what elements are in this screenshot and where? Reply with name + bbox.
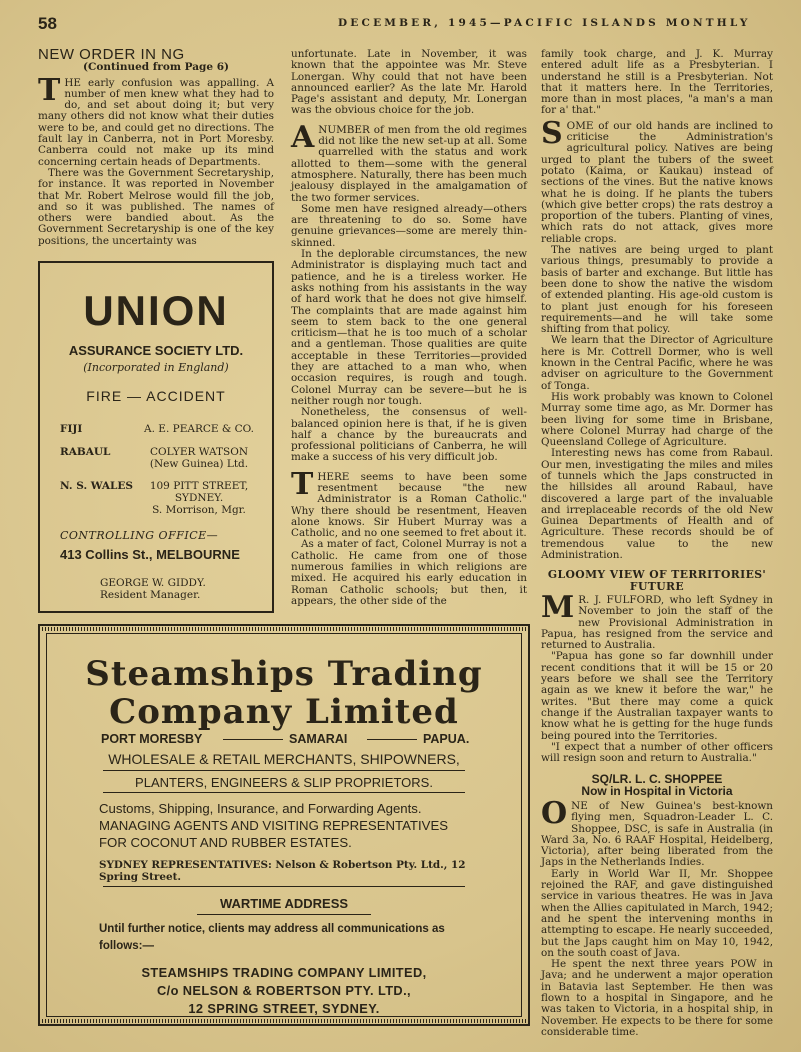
ad-customs: Customs, Shipping, Insurance, and Forwarding Agents. MANAGING AGENTS AND VISITING REPRESENTATIVES FOR COCONUT AND RUBBER ESTATES. [99,801,449,850]
drop-cap: T [291,466,314,502]
column-3 [541,49,773,1038]
union-assurance-ad: UNION ASSURANCE SOCIETY LTD. (Incorporated in England) FIRE — ACCIDENT FIJI A. E. PEARCE & CO. RABAUL COLYER WATSON (New Guinea) Ltd. N. S. WALES 109 PITT STREET, SYDNEY. S. Morrison, Mgr. CONTROLLING OFFICE— 413 Collins St., MELBOURNE GEORGE W. GIDDY. Resident Manager. [38,261,274,613]
paragraph: There was the Government Secretaryship, for instance. It was reported in November that Mr. Robert Melrose would fill the job, and so it was published. The names of others were bandied about. As the Government Secretaryship is one of the key positions, the uncertainty was [38,166,274,247]
ad-inner-frame: Steamships Trading Company Limited PORT MORESBY SAMARAI PAPUA. WHOLESALE & RETAIL MERCHANTS, SHIPOWNERS, PLANTERS, ENGINEERS & SLIP PROPRIETORS. Customs, Shipping, Insurance, and Forwarding Agents. MANAGING AGENTS AND VISITING REPRESENTATIVES FOR COCONUT AND RUBBER ESTATES. SYDNEY REPRESENTATIVES: Nelson & Robertson Pty. Ltd., 12 Spring Street. WARTIME ADDRESS Until further notice, clients may address all communications as follows:— STEAMSHIPS TRADING COMPANY LIMITED, C/o NELSON & ROBERTSON PTY. LTD., 12 SPRING STREET, SYDNEY. [46,633,522,1017]
paragraph: Some men have resigned already—others are threatening to do so. Some have genuine grievances—some are merely thin-skinned. [291,202,527,249]
ad-until-notice: Until further notice, clients may address all communications as follows:— [99,923,445,952]
paragraph: Early in World War II, Mr. Shoppee rejoined the RAF, and gave distinguished service in various theatres. He was in Java when the Allies capitulated in March, 1942; and he spent the intervening months in attempting to escape. He nearly succeeded, but the Japs caught him on May 10, 1942, on the south coast of Java. [541,867,773,959]
ad-address: 413 Collins St., MELBOURNE [60,547,240,562]
paragraph: Nonetheless, the consensus of well-balanced opinion here is that, if he is given half a chance by the bureaucrats and professional politicians of Canberra, he will make a success of his very difficult job. [291,406,527,464]
ad-wholesale: WHOLESALE & RETAIL MERCHANTS, SHIPOWNERS, [108,751,460,767]
ad-wartime-address: WARTIME ADDRESS [219,896,349,911]
paragraph: THERE seems to have been some resentment because "the new Administrator is a Roman Catholic." Why there should be resentment, Heaven alone knows. Sir Hubert Murray was a Catholic, and no one seemed to fret about it. [291,466,527,540]
ad-title-line-2: Company Limited [109,692,459,732]
drop-cap: A [291,119,315,155]
paragraph: His work probably was known to Colonel Murray some time ago, as Mr. Dormer has been living for some time in Brisbane, where Colonel Murray had charge of the Queensland College of Agriculture. [541,390,773,449]
page-number: 58 [38,14,57,33]
paragraph: "Papua has gone so far downhill under recent conditions that it will be 15 or 20 years before we shall see the Territory again as we knew it before the war," he writes. "But there may come a quick change if the Australian taxpayer wants to know what he is getting for the huge funds being poured into the Territories. [541,650,773,742]
ad-final-address: STEAMSHIPS TRADING COMPANY LIMITED, C/o NELSON & ROBERTSON PTY. LTD., 12 SPRING STREET, SYDNEY. [141,965,427,1016]
paragraph: unfortunate. Late in November, it was known that the appointee was Mr. Steve Lonergan. Why could that not have been announced earlier? As the late Mr. Harold Page's assistant and deputy, Mr. Lonergan was the obvious choice for the job. [291,48,527,117]
paragraph: "I expect that a number of other officers will resign soon and return to Australia." [541,740,773,765]
paragraph: He spent the next three years POW in Java; and he underwent a major operation in Batavia last September. He then was flown to a hospital in Singapore, and he was taken to Victoria, in a hospital ship, in November. He expects to be there for some considerable time. [541,958,773,1038]
ad-controlling-office: CONTROLLING OFFICE— [60,529,219,542]
ad-company: ASSURANCE SOCIETY LTD. [68,343,244,358]
column-1 [38,46,274,247]
drop-cap: M [541,589,575,625]
column-2 [291,49,527,607]
section-subheading: Now in Hospital in Victoria [581,783,733,798]
ad-planters: PLANTERS, ENGINEERS & SLIP PROPRIETORS. [135,775,433,790]
paragraph: Interesting news has come from Rabaul. Our men, investigating the miles and miles of tunnels which the Japs constructed in the hillsides all around Rabaul, have discovered a large part of the invaluable and irreplaceable records of the old New Guinea Departments of Health and of Agriculture. These records should be of tremendous value to the new Administration. [541,447,773,562]
paragraph: family took charge, and J. K. Murray entered adult life as a Presbyterian. I understand he still is a Presbyterian. Not that it matters here. In the Territories, more than in most places, "a man's a man for a' that." [541,48,773,117]
drop-cap: O [541,796,568,831]
ad-border-top [42,627,526,631]
paragraph: We learn that the Director of Agriculture here is Mr. Cottrell Dormer, who is well known in the Central Pacific, where he was adviser on agriculture to the Government of Tonga. [541,334,773,392]
article-headline: NEW ORDER IN NG [38,46,185,63]
drop-cap: T [38,72,61,108]
ad-manager: GEORGE W. GIDDY. Resident Manager. [100,577,206,601]
steamships-ad [38,624,530,1026]
running-title: DECEMBER, 1945—PACIFIC ISLANDS MONTHLY [338,17,751,29]
paragraph: In the deplorable circumstances, the new Administrator is displaying much tact and patience, and he is a tireless worker. He asks nothing from his assistants in the way of hard work that he does not give himself. The complaints that are made against him seem to stem back to the one general criticism—that he is too much of a scholar and a gentleman. Those qualities are quite acceptable in these Territories—provided they are attached to a man who, when occasion requires, is rough and tough. Colonel Murray can be severe—but he is neither rough nor tough. [291,248,527,407]
paragraph: ONE of New Guinea's best-known flying men, Squadron-Leader L. C. Shoppee, DSC, is safe in Australia (in Ward 3a, No. 6 RAAF Hospital, Heidelberg, Victoria), after being liberated from the Japs in the Netherlands Indies. [541,796,773,869]
paragraph: The natives are being urged to plant various things, presumably to provide a basis of barter and exchange. But little has been done to show the native the wisdom of extended planting. His age-old custom is to plant just enough for his foreseen requirements—and he will take some shifting from that policy. [541,244,773,336]
ad-sydney-reps: SYDNEY REPRESENTATIVES: Nelson & Robertson Pty. Ltd., 12 Spring Street. [99,859,466,883]
drop-cap: S [541,115,563,151]
paragraph: M R. J. FULFORD, who left Sydney in November to join the staff of the new Provisional Administration in Papua, has resigned from the service and returned to Australia. [541,589,773,652]
section-heading: GLOOMY VIEW OF TERRITORIES' FUTURE [547,568,767,593]
continued-note: (Continued from Page 6) [83,61,229,74]
ad-title: UNION [83,287,229,334]
paragraph: ANUMBER of men from the old regimes did not like the new set-up at all. Some quarrelled with the status and work allotted to them—some with the general atmosphere. Naturally, there has been much jealousy displayed in the amalgamation of the two former services. [291,119,527,204]
ad-title-line-1: Steamships Trading [85,654,483,694]
ad-incorporated: (Incorporated in England) [83,361,229,374]
paragraph: SOME of our old hands are inclined to criticise the Administration's agricultural policy. Natives are being urged to plant the tubers of the sweet potato (Kaima, or Kaukau) instead of sections of the vines. But the native knows what he is doing. If he plants the tubers (which give better crops) the rats destroy a proportion of the tubers. Planting of vines, which rats do not attack, gives more reliable crops. [541,115,773,245]
section-heading: SQ/LR. L. C. SHOPPEE [591,772,723,787]
paragraph: As a mater of fact, Colonel Murray is not a Catholic. He came from one of those numerous families in which religions are mixed. He acquired his early education in Roman Catholic schools; but then, it appears, the other side of the [291,538,527,607]
paragraph: THE early confusion was appalling. A number of men knew what they had to do, and set about doing it; but very many others did not know what their duties were to be, and could get no directions. The fault lay in Canberra, not in Port Moresby. Canberra could not make up its mind concerning certain heads of Departments. [38,72,274,168]
ad-lines-of-business: FIRE — ACCIDENT [86,388,226,404]
ad-border-bottom [42,1019,526,1023]
